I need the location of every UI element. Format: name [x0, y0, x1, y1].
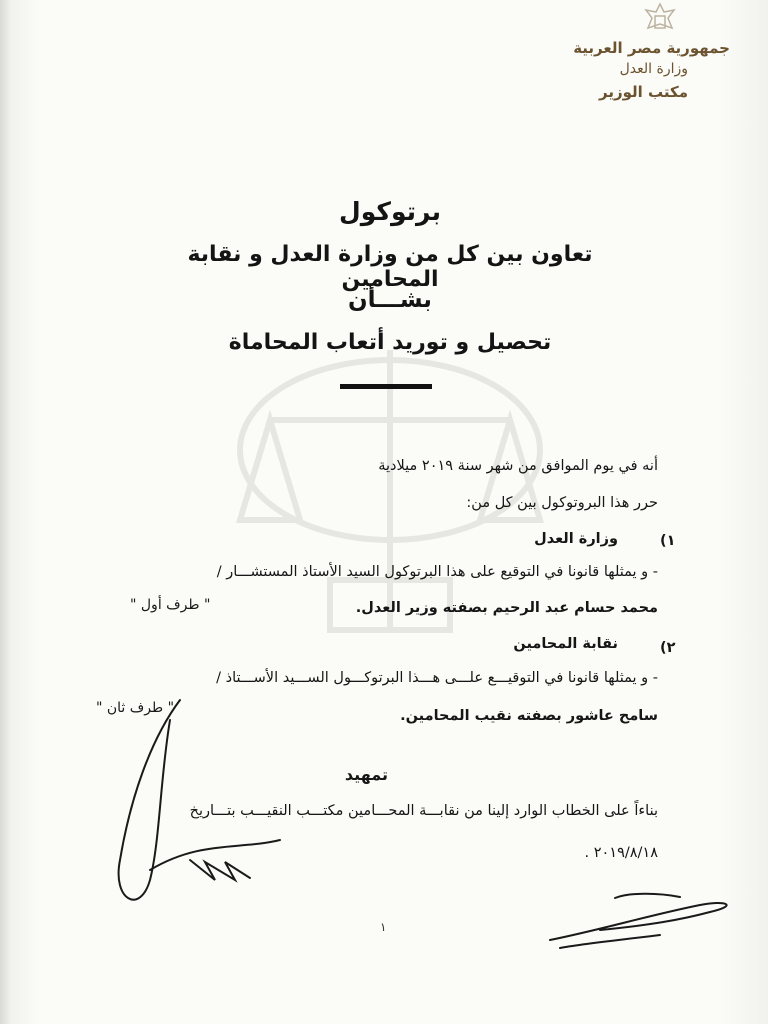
- ministry-country: جمهورية مصر العربية: [573, 39, 730, 57]
- ministry-name: وزارة العدل: [619, 61, 688, 77]
- page-number: ١: [380, 920, 387, 934]
- doc-title-subject: تحصيل و توريد أتعاب المحاماة: [228, 330, 552, 355]
- ministry-header: [530, 0, 730, 104]
- drafted-line: حرر هذا البروتوكول بين كل من:: [466, 495, 658, 511]
- preamble-text: بناءاً على الخطاب الوارد إلينا من نقابـــة المحـــامين مكتـــب النقيـــب بتـــاريخ: [189, 803, 658, 819]
- party1-representative: - و يمثلها قانونا في التوقيع على هذا البرتوكول السيد الأستاذ المستشـــار /: [216, 564, 658, 580]
- party2-name: نقابة المحامين: [513, 636, 618, 652]
- date-line: أنه في يوم الموافق من شهر سنة ٢٠١٩ ميلادية: [378, 458, 658, 474]
- party2-number: (٢: [660, 640, 676, 656]
- party1-name: وزارة العدل: [534, 531, 618, 547]
- party1-number: (١: [660, 533, 676, 549]
- party1-tag: " طرف أول ": [130, 597, 211, 613]
- page-edge-shadow: [0, 0, 12, 1024]
- preamble-date: ٢٠١٩/٨/١٨ .: [584, 845, 658, 861]
- doc-title-regarding: بشـــأن: [348, 287, 432, 313]
- doc-title-cooperation: تعاون بين كل من وزارة العدل و نقابة المحامين: [187, 242, 593, 292]
- party2-representative: - و يمثلها قانونا في التوقيـــع علـــى هـــذا البرتوكـــول الســـيد الأســـتاذ /: [216, 670, 658, 686]
- party1-person: محمد حسام عبد الرحيم بصفته وزير العدل.: [355, 600, 658, 616]
- doc-title-protocol: برتوكول: [339, 197, 441, 226]
- party2-person: سامح عاشور بصفته نقيب المحامين.: [400, 708, 658, 724]
- title-divider: [340, 384, 432, 389]
- eagle-seal-icon: [640, 0, 680, 38]
- party2-tag: " طرف ثان ": [96, 700, 175, 716]
- preamble-title: تمهيد: [344, 765, 388, 784]
- ministry-office: مكتب الوزير: [598, 83, 688, 101]
